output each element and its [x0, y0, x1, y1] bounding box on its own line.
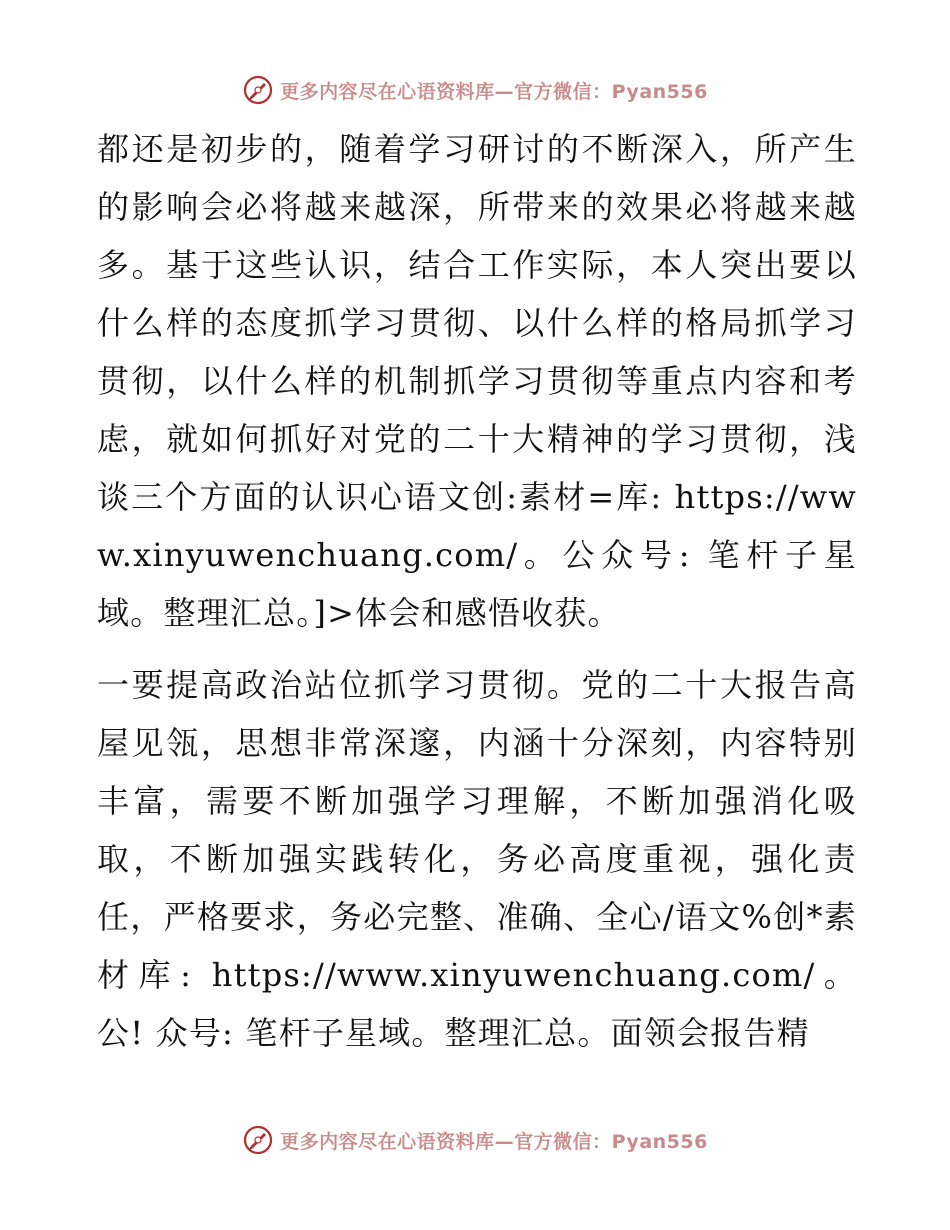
body-paragraph-2: 一要提高政治站位抓学习贯彻。党的二十大报告高屋见瓴，思想非常深邃，内涵十分深刻，内容特别丰富，需要不断加强学习理解，不断加强消化吸取，不断加强实践转化，务必高度重视，强化责任，严格要求，务必完整、准确、全心/语文%创*素材库: https://www.xinyuwenchuang.com/。公! 众号: 笔杆子星域。整理汇总。面领会报告精	[97, 666, 857, 1052]
logo-icon	[242, 1124, 274, 1156]
footer-banner-text: 更多内容尽在心语资料库—官方微信：Pyan556	[280, 1130, 708, 1153]
document-body	[97, 120, 857, 1062]
footer-banner	[0, 1120, 950, 1160]
body-paragraph-1: 都还是初步的，随着学习研讨的不断深入，所产生的影响会必将越来越深，所带来的效果必将越来越多。基于这些认识，结合工作实际，本人突出要以什么样的态度抓学习贯彻、以什么样的格局抓学习贯彻，以什么样的机制抓学习贯彻等重点内容和考虑，就如何抓好对党的二十大精神的学习贯彻，浅谈三个方面的认识心语文创:素材=库: https://www.xinyuwenchuang.com/。公众号: 笔杆子星域。整理汇总。]>体会和感悟收获。	[97, 130, 857, 632]
header-banner-text: 更多内容尽在心语资料库—官方微信：Pyan556	[280, 80, 708, 103]
header-banner	[0, 70, 950, 110]
logo-icon	[242, 74, 274, 106]
